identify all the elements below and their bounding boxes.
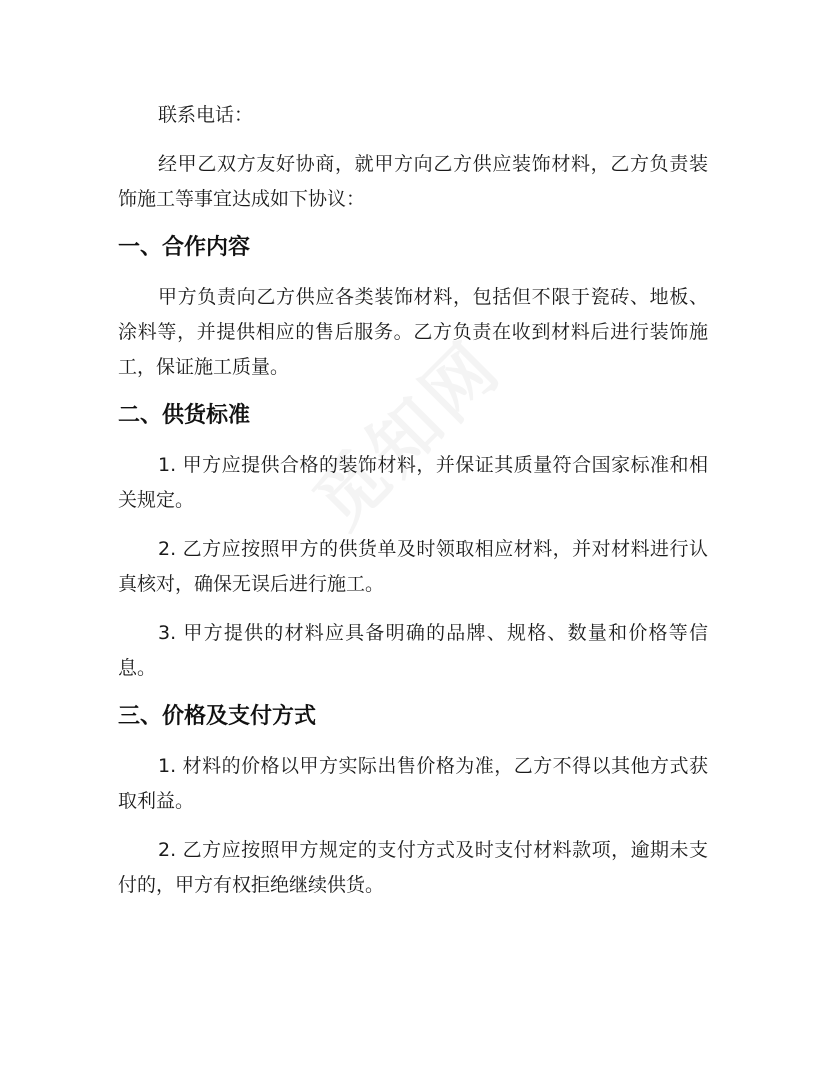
section-cooperation [118,231,708,385]
section-paragraph: 1. 材料的价格以甲方实际出售价格为准，乙方不得以其他方式获取利益。 [118,755,708,812]
section-heading: 一、合作内容 [118,235,251,260]
section-price-payment [118,700,708,903]
section-paragraph: 2. 乙方应按照甲方规定的支付方式及时支付材料款项，逾期未支付的，甲方有权拒绝继续供货。 [118,839,708,896]
document-body [118,98,708,917]
intro-paragraph: 经甲乙双方友好协商，就甲方向乙方供应装饰材料，乙方负责装饰施工等事宜达成如下协议： [118,153,708,210]
section-paragraph: 2. 乙方应按照甲方的供货单及时领取相应材料，并对材料进行认真核对，确保无误后进行施工。 [118,538,708,595]
section-heading: 三、价格及支付方式 [118,704,317,729]
contact-line: 联系电话： [158,104,254,126]
section-supply-standard [118,399,708,686]
section-paragraph: 3. 甲方提供的材料应具备明确的品牌、规格、数量和价格等信息。 [118,622,708,679]
section-heading: 二、供货标准 [118,403,251,428]
section-paragraph: 甲方负责向乙方供应各类装饰材料，包括但不限于瓷砖、地板、涂料等，并提供相应的售后服务。乙方负责在收到材料后进行装饰施工，保证施工质量。 [118,286,708,378]
section-paragraph: 1. 甲方应提供合格的装饰材料，并保证其质量符合国家标准和相关规定。 [118,454,708,511]
